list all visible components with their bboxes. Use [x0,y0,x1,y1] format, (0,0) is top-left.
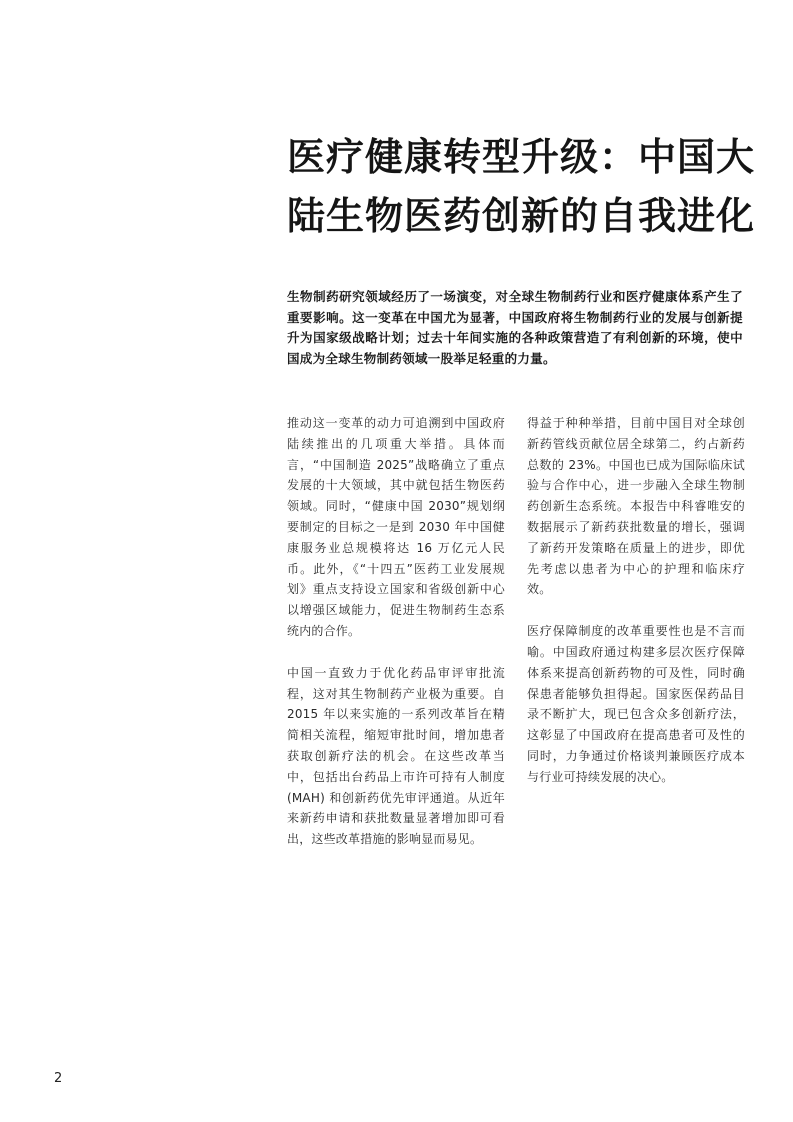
body-paragraph: 医疗保障制度的改革重要性也是不言而喻。中国政府通过构建多层次医疗保障体系来提高创新药物的可及性，同时确保患者能够负担得起。国家医保药品目录不断扩大，现已包含众多创新疗法，这彰显了中国政府在提高患者可及性的同时，力争通过价格谈判兼顾医疗成本与行业可持续发展的决心。 [527,624,745,784]
body-paragraph: 得益于种种举措，目前中国目对全球创新药管线贡献位居全球第二，约占新药总数的 23%。中国也已成为国际临床试验与合作中心，进一步融入全球生物制药创新生态系统。本报告中科睿唯安的数据展示了新药获批数量的增长，强调了新药开发策略在质量上的进步，即优先考虑以患者为中心的护理和临床疗效。 [527,416,745,597]
body-paragraph: 推动这一变革的动力可追溯到中国政府陆续推出的几项重大举措。具体而言，“中国制造 2025”战略确立了重点发展的十大领域，其中就包括生物医药领域。同时，“健康中国 2030”规划纲要制定的目标之一是到 2030 年中国健康服务业总规模将达 16 万亿元人民币。此外，《“十四五”医药工业发展规划》重点支持设立国家和省级创新中心以增强区域能力，促进生物制药生态系统内的合作。 [287,416,505,638]
page-title [287,128,757,246]
page-number: 2 [54,1071,63,1086]
intro-paragraph: 生物制药研究领域经历了一场演变，对全球生物制药行业和医疗健康体系产生了重要影响。这一变革在中国尤为显著，中国政府将生物制药行业的发展与创新提升为国家级战略计划；过去十年间实施的各种政策营造了有利创新的环境，使中国成为全球生物制药领域一股举足轻重的力量。 [287,289,743,366]
page-title-line-1: 医疗健康转型升级：中国大 [287,135,756,179]
left-column [287,413,505,871]
right-column [527,413,745,809]
body-paragraph: 中国一直致力于优化药品审评审批流程，这对其生物制药产业极为重要。自 2015 年以来实施的一系列改革旨在精简相关流程，缩短审批时间，增加患者获取创新疗法的机会。在这些改革当中，包括出台药品上市许可持有人制度 (MAH) 和创新药优先审评通道。从近年来新药申请和获批数量显著增加即可看出，这些改革措施的影响显而易见。 [287,665,505,847]
page-title-line-2: 陆生物医药创新的自我进化 [287,194,756,238]
